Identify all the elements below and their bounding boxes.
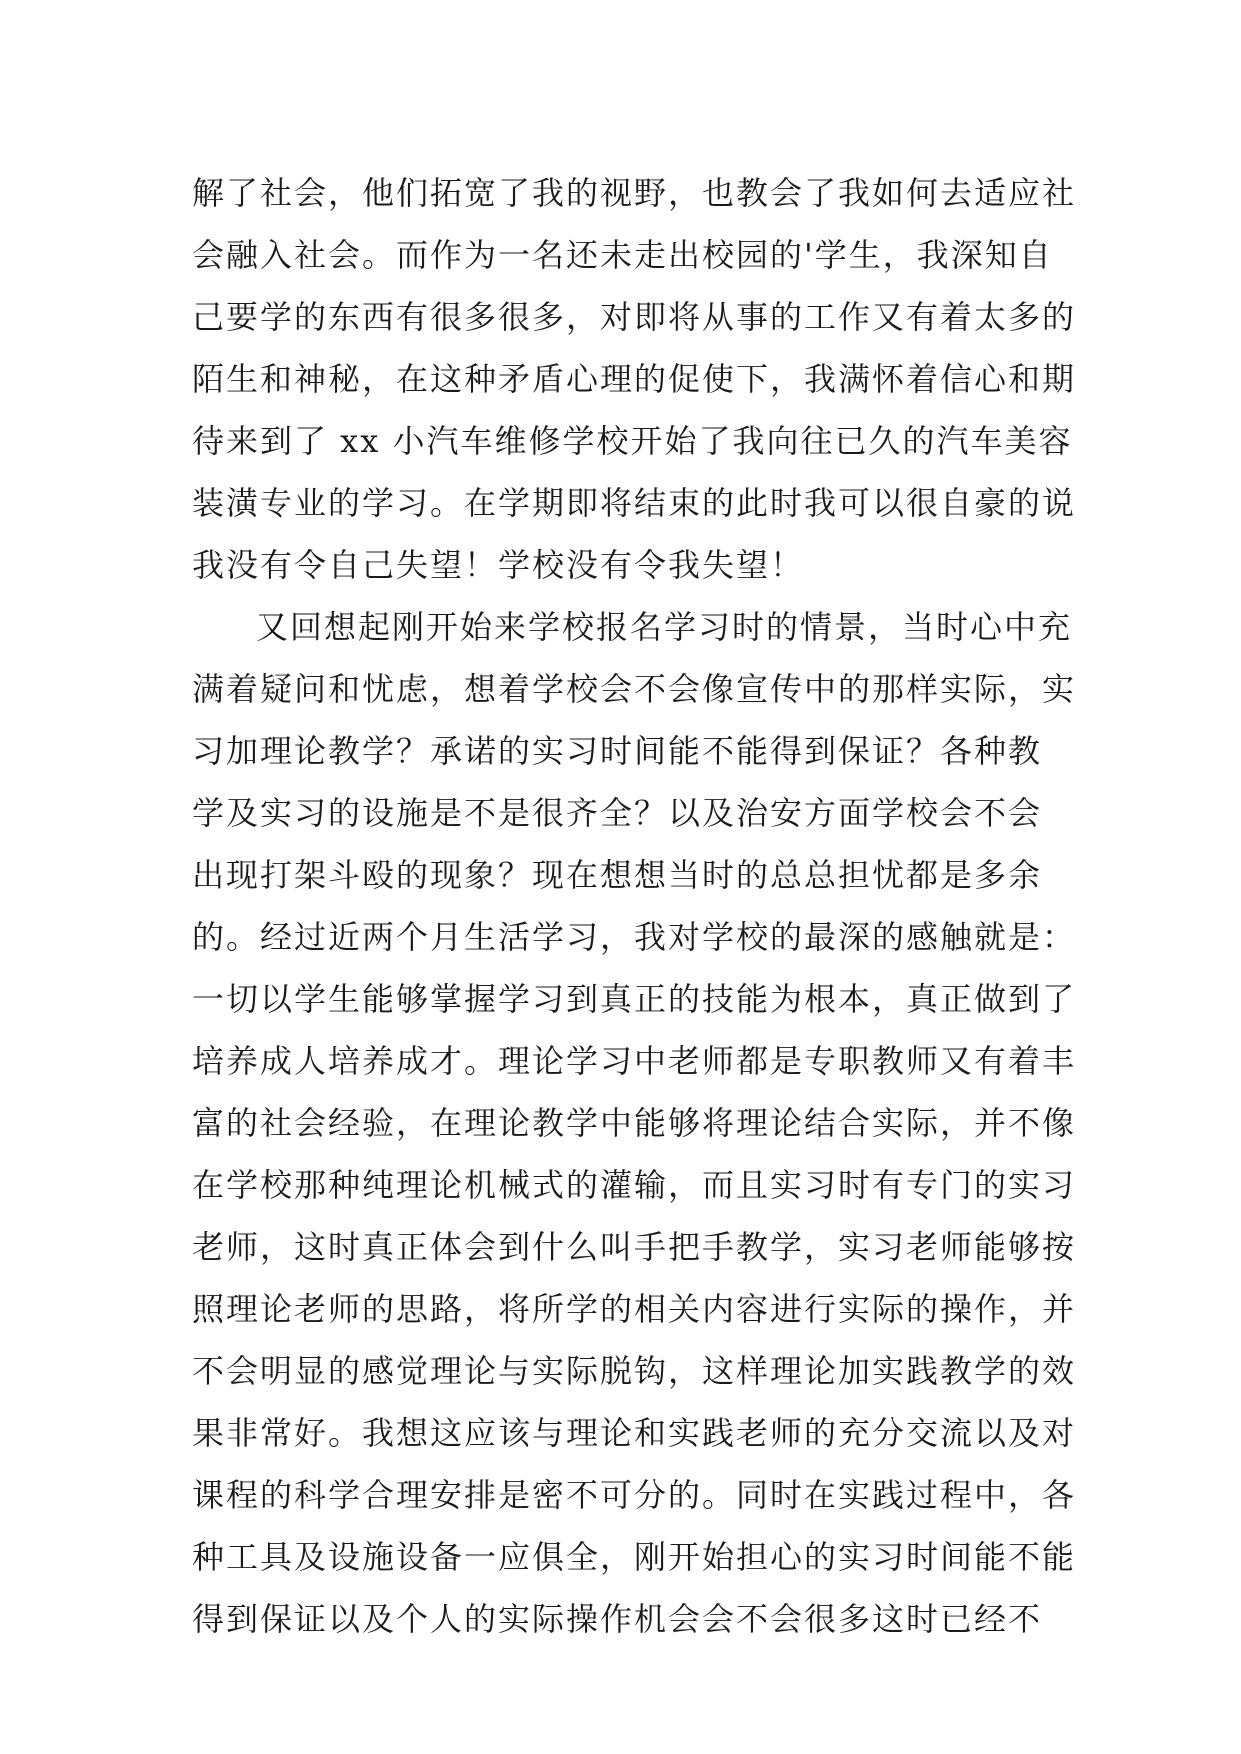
paragraph-start-line: 又回想起刚开始来学校报名学习时的情景，当时心中充	[256, 608, 1073, 646]
text-line: 会融入社会。而作为一名还未走出校园的'学生，我深知自	[192, 236, 1053, 274]
text-line: 习加理论教学？承诺的实习时间能不能得到保证？各种教	[192, 732, 1043, 770]
text-line: 装潢专业的学习。在学期即将结束的此时我可以很自豪的说	[192, 484, 1077, 522]
text-line: 己要学的东西有很多很多，对即将从事的工作又有着太多的	[192, 298, 1077, 336]
text-line: 的。经过近两个月生活学习，我对学校的最深的感触就是：	[192, 918, 1077, 956]
body-text	[192, 162, 1077, 1650]
text-line: 满着疑问和忧虑，想着学校会不会像宣传中的那样实际，实	[192, 670, 1077, 708]
text-line: 在学校那种纯理论机械式的灌输，而且实习时有专门的实习	[192, 1166, 1077, 1204]
text-line: 老师，这时真正体会到什么叫手把手教学，实习老师能够按	[192, 1228, 1077, 1266]
text-line: 待来到了 xx 小汽车维修学校开始了我向往已久的汽车美容	[192, 422, 1073, 460]
text-line: 陌生和神秘，在这种矛盾心理的促使下，我满怀着信心和期	[192, 360, 1077, 398]
text-line: 一切以学生能够掌握学习到真正的技能为根本，真正做到了	[192, 980, 1077, 1018]
text-line: 出现打架斗殴的现象？现在想想当时的总总担忧都是多余	[192, 856, 1043, 894]
text-line: 富的社会经验，在理论教学中能够将理论结合实际，并不像	[192, 1104, 1077, 1142]
text-line: 课程的科学合理安排是密不可分的。同时在实践过程中，各	[192, 1476, 1077, 1514]
text-line: 不会明显的感觉理论与实际脱钩，这样理论加实践教学的效	[192, 1352, 1077, 1390]
text-line: 我没有令自己失望！学校没有令我失望！	[192, 546, 805, 584]
text-line: 果非常好。我想这应该与理论和实践老师的充分交流以及对	[192, 1414, 1077, 1452]
text-line: 解了社会，他们拓宽了我的视野，也教会了我如何去适应社	[192, 174, 1077, 212]
text-line: 照理论老师的思路，将所学的相关内容进行实际的操作，并	[192, 1290, 1077, 1328]
text-line: 培养成人培养成才。理论学习中老师都是专职教师又有着丰	[192, 1042, 1077, 1080]
text-line: 种工具及设施设备一应俱全，刚开始担心的实习时间能不能	[192, 1538, 1077, 1576]
text-line: 学及实习的设施是不是很齐全？以及治安方面学校会不会	[192, 794, 1043, 832]
text-line: 得到保证以及个人的实际操作机会会不会很多这时已经不	[192, 1600, 1043, 1638]
